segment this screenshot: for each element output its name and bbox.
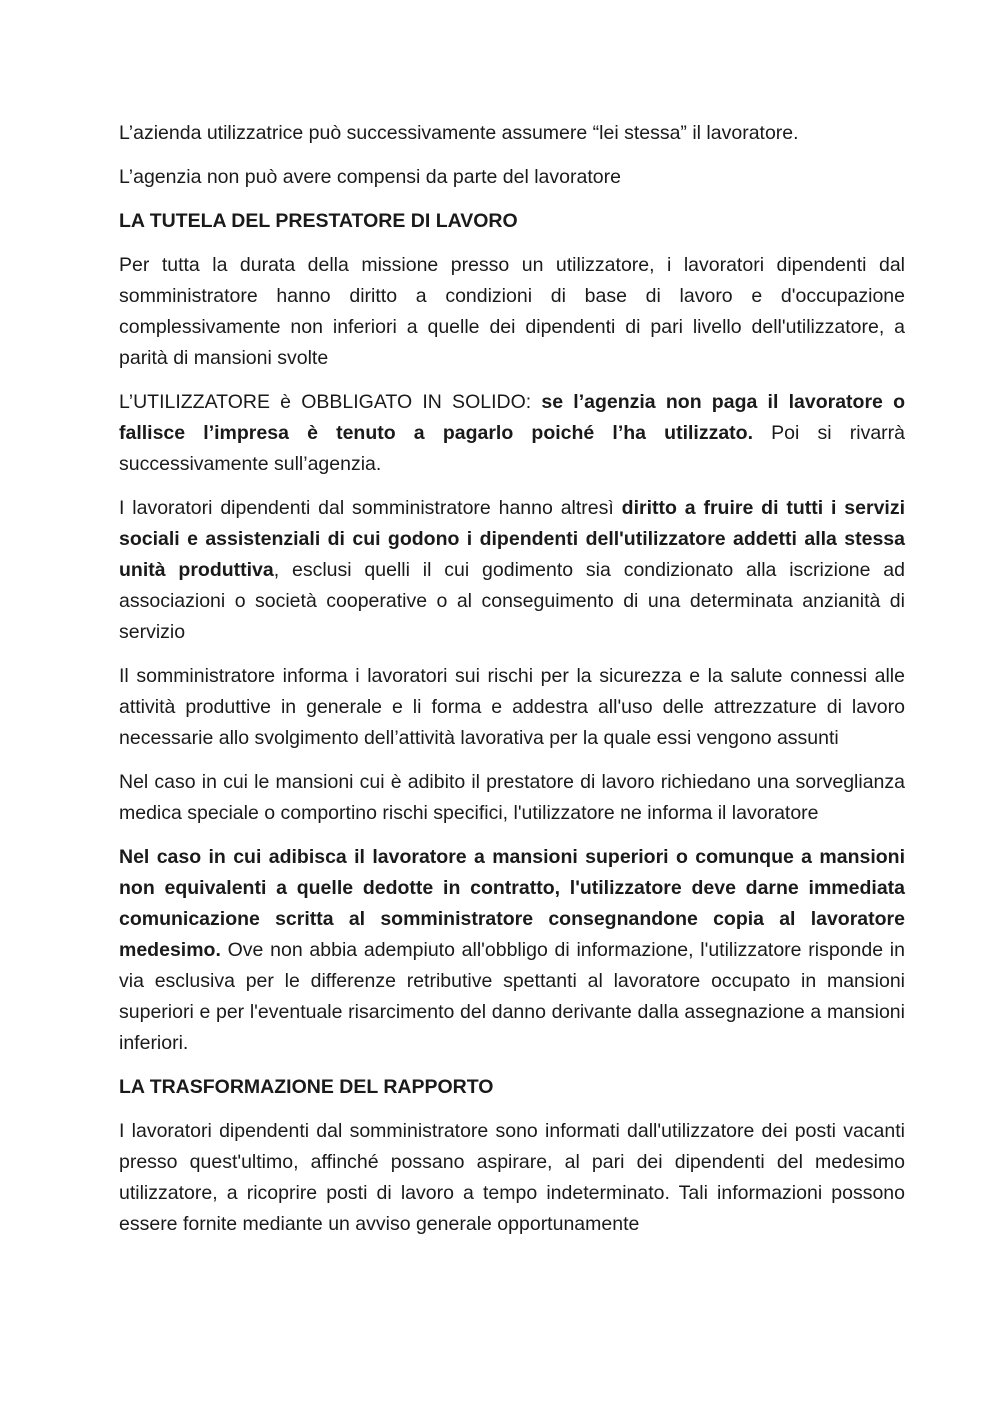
text-run: Poi si rivarrà successivamente sull’agenzia. — [119, 422, 906, 475]
section-heading-worker-protection: LA TUTELA DEL PRESTATORE DI LAVORO — [119, 210, 518, 232]
text-run: I lavoratori dipendenti dal somministratore hanno altresì — [119, 497, 622, 519]
paragraph-safety-training: Il somministratore informa i lavoratori sui rischi per la sicurezza e la salute connessi alle attività produttive in generale e li forma e addestra all'uso delle attrezzature di lavoro necessarie allo svolgimento dell’attività lavorativa per la quale essi vengono assunti — [119, 665, 905, 749]
text-run: Ove non abbia adempiuto all'obbligo di informazione, l'utilizzatore risponde in via esclusiva per le differenze retributive spettanti al lavoratore occupato in mansioni superiori e per l'eventuale risarcimento del danno derivante dalla assegnazione a mansioni inferiori. — [119, 939, 905, 1054]
section-heading-relationship-transformation: LA TRASFORMAZIONE DEL RAPPORTO — [119, 1076, 494, 1098]
paragraph-vacant-positions: I lavoratori dipendenti dal somministratore sono informati dall'utilizzatore dei posti vacanti presso quest'ultimo, affinché possano aspirare, al pari dei dipendenti del medesimo utilizzatore, a ricoprire posti di lavoro a tempo indeterminato. Tali informazioni possono essere fornite mediante un avviso generale opportunamente — [119, 1120, 905, 1235]
document-page — [119, 118, 905, 1253]
text-run: , esclusi quelli il cui godimento sia condizionato alla iscrizione ad associazioni o società cooperative o al conseguimento di una determinata anzianità di servizio — [119, 559, 905, 643]
paragraph-joint-liability — [119, 387, 905, 480]
paragraph-agency-compensation: L’agenzia non può avere compensi da parte del lavoratore — [119, 166, 621, 188]
paragraph-social-services — [119, 493, 905, 648]
paragraph-higher-duties — [119, 842, 905, 1059]
bold-text-run: Nel caso in cui adibisca il lavoratore a mansioni superiori o comunque a mansioni non equivalenti a quelle dedotte in contratto, l'utilizzatore deve darne immediata comunicazione scritta al somministratore consegnandone copia al lavoratore medesimo. — [119, 846, 905, 961]
bold-text-run: se l’agenzia non paga il lavoratore o fallisce l’impresa è tenuto a pagarlo poiché l’ha utilizzato. — [119, 391, 905, 444]
paragraph-direct-hiring: L’azienda utilizzatrice può successivamente assumere “lei stessa” il lavoratore. — [119, 122, 799, 144]
paragraph-equal-conditions: Per tutta la durata della missione presso un utilizzatore, i lavoratori dipendenti dal somministratore hanno diritto a condizioni di base di lavoro e d'occupazione complessivamente non inferiori a quelle dei dipendenti di pari livello dell'utilizzatore, a parità di mansioni svolte — [119, 254, 905, 369]
text-run: L’UTILIZZATORE è OBBLIGATO IN SOLIDO: — [119, 391, 542, 413]
paragraph-medical-surveillance: Nel caso in cui le mansioni cui è adibito il prestatore di lavoro richiedano una sorveglianza medica speciale o comportino rischi specifici, l'utilizzatore ne informa il lavoratore — [119, 771, 905, 824]
bold-text-run: diritto a fruire di tutti i servizi sociali e assistenziali di cui godono i dipendenti dell'utilizzatore addetti alla stessa unità produttiva — [119, 497, 906, 581]
